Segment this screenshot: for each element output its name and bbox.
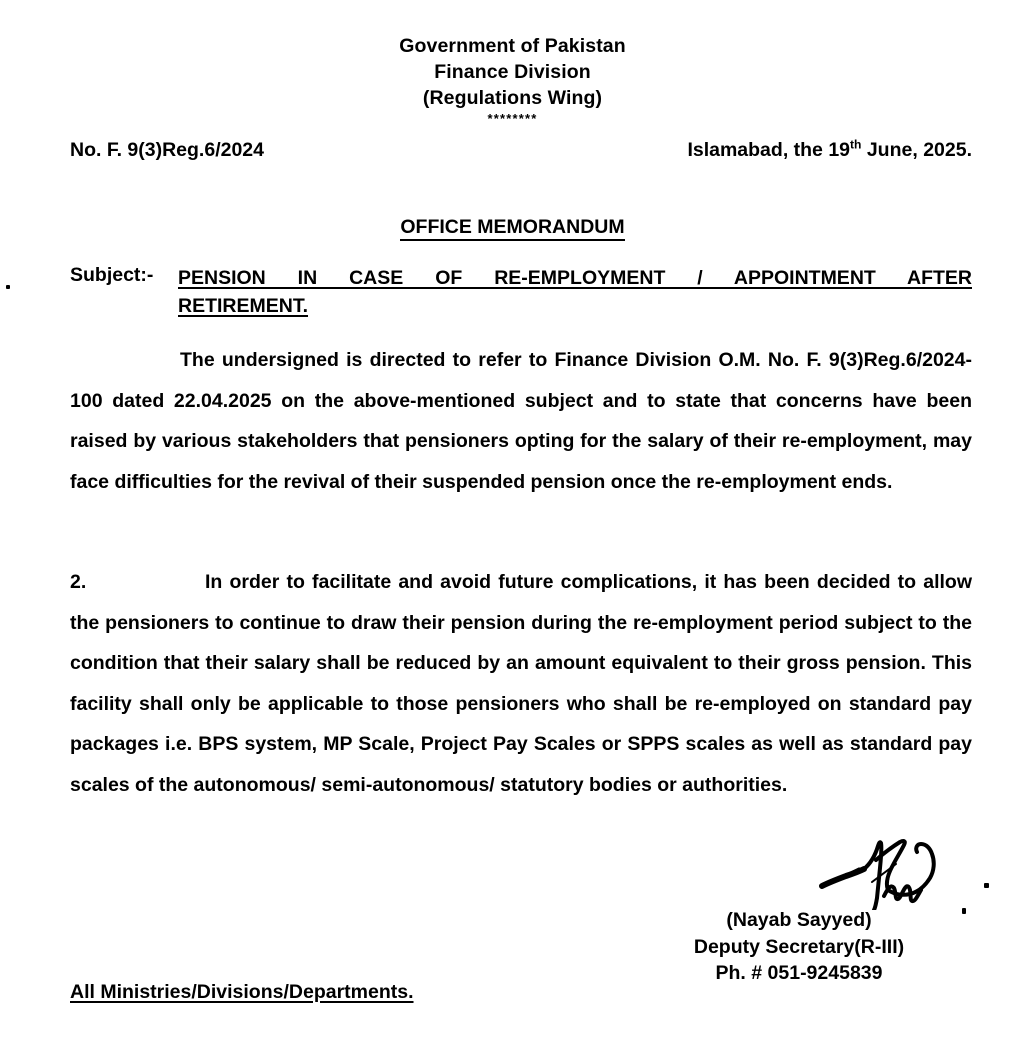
page-title	[0, 216, 1025, 239]
paragraph-1	[70, 340, 972, 502]
subject-text-line-1: PENSION IN CASE OF RE-EMPLOYMENT / APPOINTMENT AFTER	[178, 267, 972, 289]
subject-row	[70, 264, 972, 320]
letterhead	[0, 33, 1025, 126]
paragraph-2-body	[70, 562, 972, 805]
signatory-phone: Ph. # 051-9245839	[715, 962, 883, 984]
date-month-year: June, 2025.	[861, 139, 972, 161]
place-and-date	[687, 139, 972, 162]
letterhead-wing-line: (Regulations Wing)	[422, 87, 603, 109]
handwritten-signature-icon	[818, 838, 968, 910]
paragraph-2-text: In order to facilitate and avoid future complications, it has been decided to allow the pensioners to continue to draw their pension during the re-employment period subject to the condition that their salary shall be reduced by an amount equivalent to their gross pension. This facility shall only be applicable to those pensioners who shall be re-employed on standard pay packages i.e. BPS system, MP Scale, Project Pay Scales or SPPS scales as well as standard pay scales of the autonomous/ semi-autonomous/ statutory bodies or authorities.	[70, 571, 972, 796]
letterhead-asterisk-separator: ********	[487, 111, 538, 126]
scan-speck-left	[6, 285, 10, 289]
signatory-name: (Nayab Sayyed)	[726, 909, 872, 931]
paragraph-1-text: The undersigned is directed to refer to Finance Division O.M. No. F. 9(3)Reg.6/2024-100 dated 22.04.2025 on the above-mentioned subject and to state that concerns have been raised by various stakeholders that pensioners opting for the salary of their re-employment, may face difficulties for the revival of their suspended pension once the re-employment ends.	[70, 349, 972, 493]
subject-text	[178, 264, 972, 320]
scan-speck-right	[984, 883, 989, 888]
signatory-details	[600, 907, 998, 987]
place-and-date-prefix: Islamabad, the 19	[687, 139, 851, 161]
scan-speck-lower-right	[962, 908, 966, 914]
paragraph-2	[70, 562, 972, 805]
letterhead-government-line: Government of Pakistan	[399, 35, 626, 57]
date-ordinal-suffix: th	[850, 137, 862, 152]
reference-row	[70, 139, 972, 162]
distribution-list: All Ministries/Divisions/Departments.	[70, 981, 414, 1003]
paragraph-2-number: 2.	[70, 571, 87, 593]
subject-text-line-2: RETIREMENT.	[178, 295, 309, 317]
letterhead-division-line: Finance Division	[434, 61, 591, 83]
subject-label: Subject:-	[70, 264, 154, 286]
signatory-designation: Deputy Secretary(R-III)	[693, 935, 905, 958]
reference-number: No. F. 9(3)Reg.6/2024	[70, 139, 264, 161]
page-title-text: OFFICE MEMORANDUM	[400, 216, 624, 241]
